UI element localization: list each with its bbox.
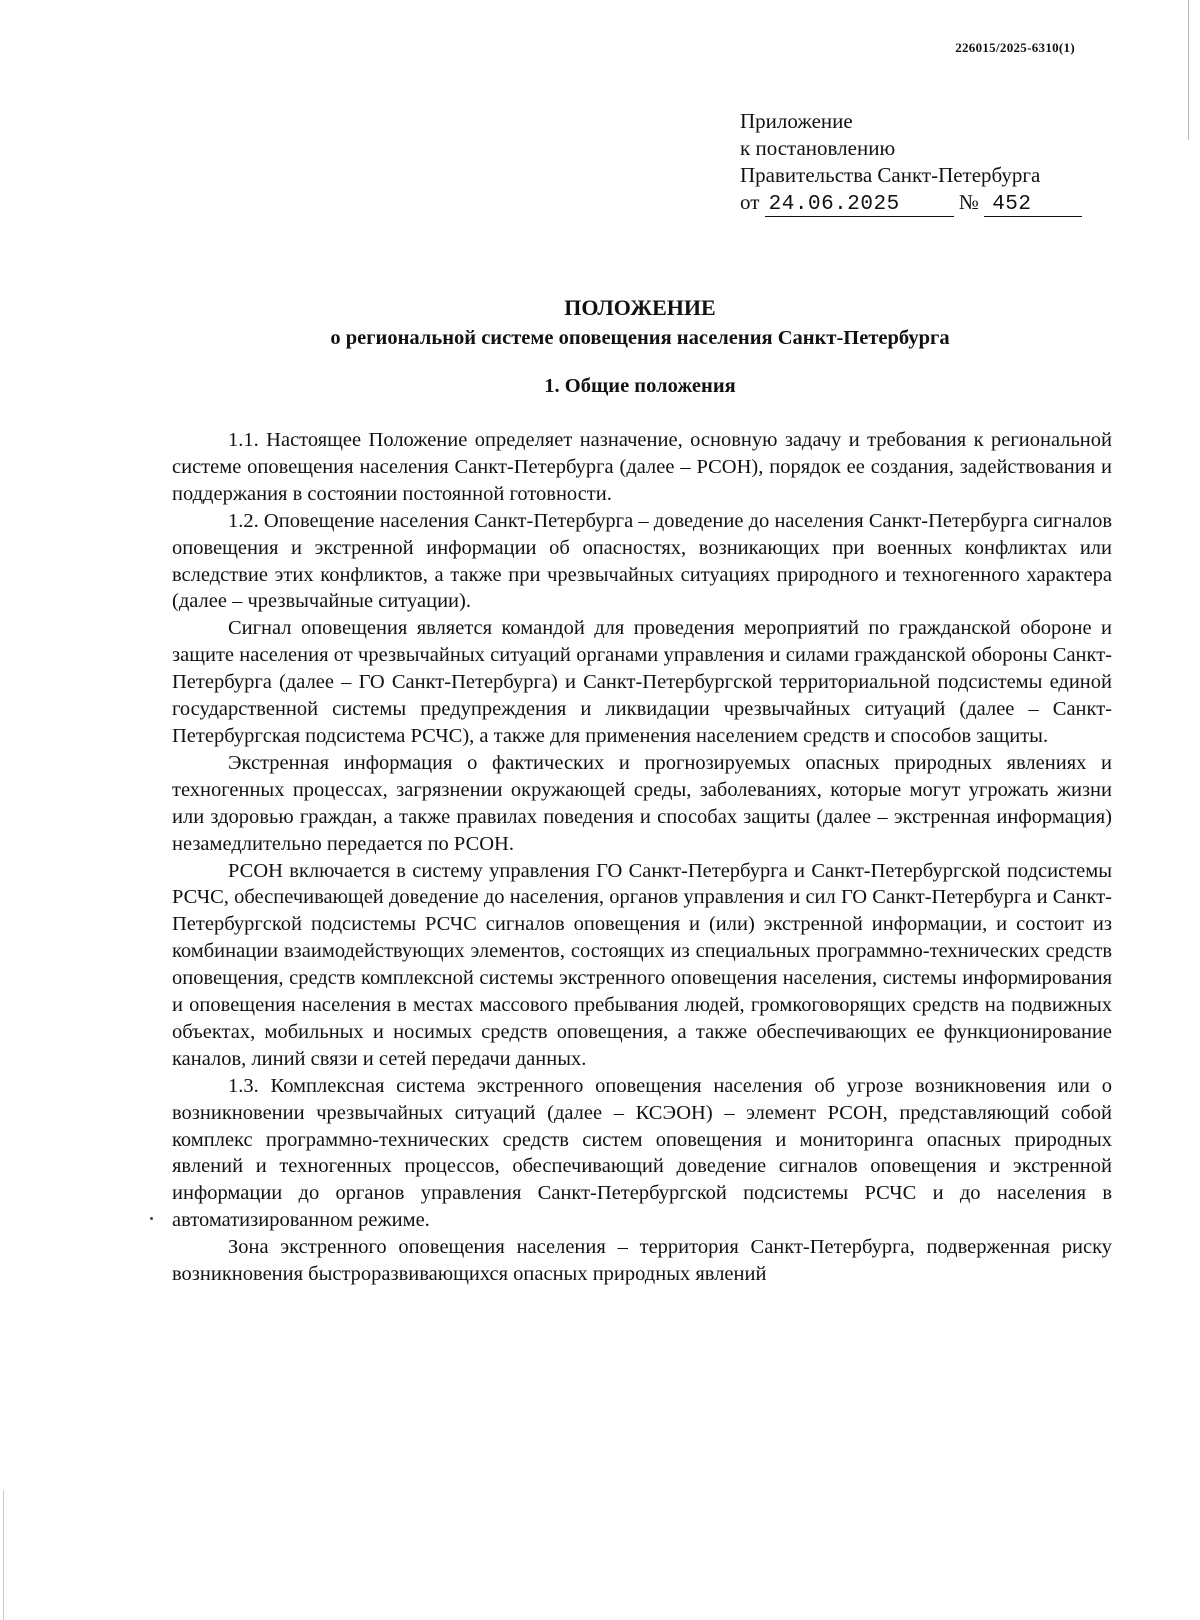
- paragraph-rson: РСОН включается в систему управления ГО Санкт-Петербурга и Санкт-Петербургской подсистемы РСЧС, обеспечивающей доведение до населения, органов управления и сил ГО Санкт-Петербурга и Санкт-Петербургской подсистемы РСЧС сигналов оповещения и (или) экстренной информации, и состоит из комбинации взаимодействующих элементов, состоящих из специальных программно-технических средств оповещения, средств комплексной системы экстренного оповещения населения, системы информирования и оповещения населения в местах массового пребывания людей, громкоговорящих средств на подвижных объектах, мобильных и носимых средств оповещения, а также обеспечивающих ее функционирование каналов, линий связи и сетей передачи данных.: [172, 859, 1112, 1070]
- title-sub: о региональной системе оповещения населения Санкт-Петербурга: [330, 327, 950, 349]
- scan-edge-line: [1188, 0, 1189, 140]
- scan-edge-line-bottom: [3, 1490, 4, 1620]
- section-1-heading: 1. Общие положения: [544, 375, 736, 397]
- date-value: 24.06.2025: [765, 194, 954, 217]
- appendix-block: [740, 108, 1082, 217]
- appendix-line-1: Приложение: [740, 109, 853, 133]
- appendix-line-3: Правительства Санкт-Петербурга: [740, 163, 1041, 187]
- paragraph-1-3: 1.3. Комплексная система экстренного оповещения населения об угрозе возникновения или о возникновении чрезвычайных ситуаций (далее – КСЭОН) – элемент РСОН, представляющий собой комплекс программно-технических средств систем оповещения и мониторинга опасных природных явлений и техногенных процессов, обеспечивающий доведение сигналов оповещения и экстренной информации до органов управления Санкт-Петербургской подсистемы РСЧС и до населения в автоматизированном режиме.: [172, 1074, 1112, 1232]
- paragraph-signal: Сигнал оповещения является командой для проведения мероприятий по гражданской обороне и защите населения от чрезвычайных ситуаций органами управления и силами гражданской обороны Санкт-Петербурга (далее – ГО Санкт-Петербурга) и Санкт-Петербургской территориальной подсистемы единой государственной системы предупреждения и ликвидации чрезвычайных ситуаций (далее – Санкт-Петербургская подсистема РСЧС), а также для применения населением средств и способов защиты.: [172, 617, 1112, 747]
- document-title: [0, 293, 1200, 353]
- paragraph-zone: Зона экстренного оповещения населения – территория Санкт-Петербурга, подверженная риску возникновения быстроразвивающихся опасных природных явлений: [172, 1236, 1112, 1286]
- number-prefix: №: [958, 190, 979, 214]
- number-value: 452: [984, 194, 1082, 217]
- appendix-date-line: [740, 189, 1082, 217]
- section-1-body: [172, 427, 1112, 1288]
- title-main: ПОЛОЖЕНИЕ: [564, 295, 716, 320]
- margin-dot: [150, 1217, 153, 1220]
- appendix-line-2: к постановлению: [740, 136, 896, 160]
- paragraph-1-1: 1.1. Настоящее Положение определяет назначение, основную задачу и требования к региональной системе оповещения населения Санкт-Петербурга (далее – РСОН), порядок ее создания, задействования и поддержания в состоянии постоянной готовности.: [172, 429, 1112, 505]
- date-prefix: от: [740, 190, 760, 214]
- paragraph-emergency-info: Экстренная информация о фактических и прогнозируемых опасных природных явлениях и техногенных процессах, загрязнении окружающей среды, заболеваниях, которые могут угрожать жизни или здоровью граждан, а также правилах поведения и способах защиты (далее – экстренная информация) незамедлительно передается по РСОН.: [172, 751, 1112, 855]
- document-id: 226015/2025-6310(1): [955, 40, 1075, 55]
- paragraph-1-2: 1.2. Оповещение населения Санкт-Петербурга – доведение до населения Санкт-Петербурга сигналов оповещения и экстренной информации об опасностях, возникающих при военных конфликтах или вследствие этих конфликтов, а также при чрезвычайных ситуациях природного и техногенного характера (далее – чрезвычайные ситуации).: [172, 509, 1112, 613]
